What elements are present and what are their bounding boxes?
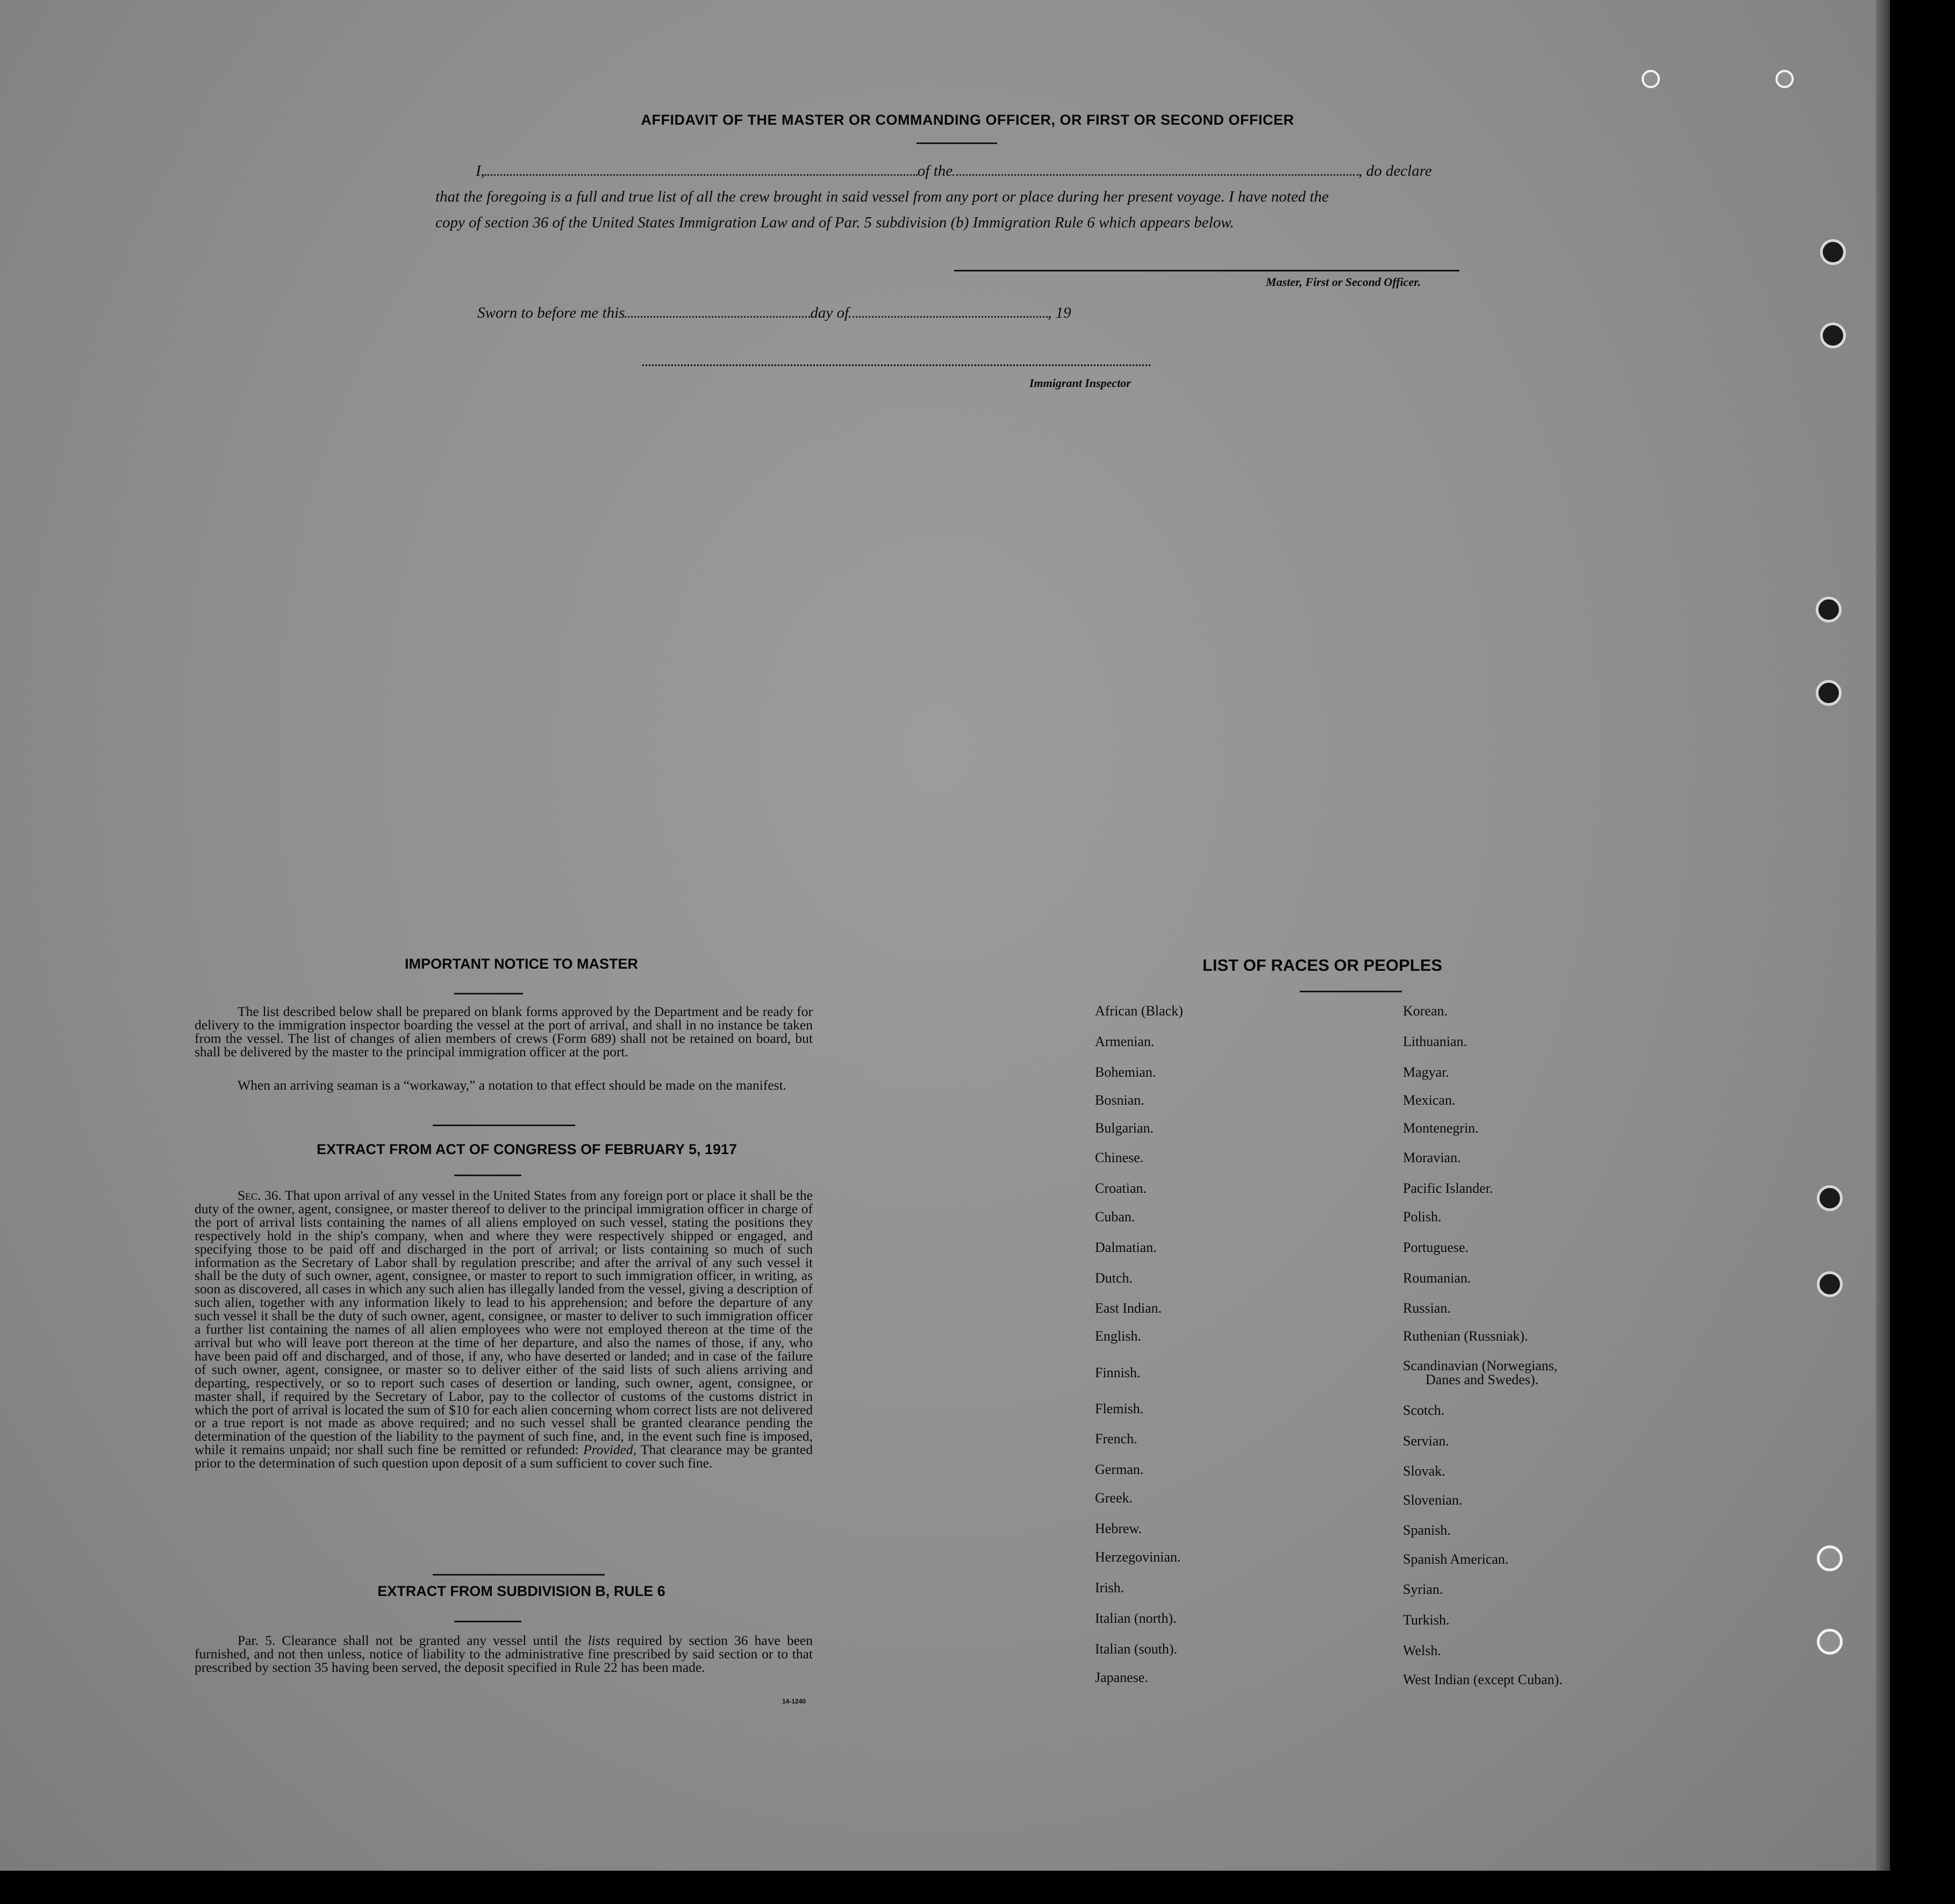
race-item: Chinese. — [1095, 1150, 1144, 1165]
i-label: I, — [476, 162, 485, 180]
race-item: Pacific Islander. — [1403, 1180, 1493, 1196]
divider — [454, 1621, 521, 1622]
race-item: Roumanian. — [1403, 1270, 1471, 1286]
officer-signature-field[interactable] — [954, 270, 1459, 271]
rule-paragraph — [195, 1634, 813, 1674]
race-item: Polish. — [1403, 1209, 1442, 1225]
race-item: Montenegrin. — [1403, 1120, 1479, 1136]
race-item: German. — [1095, 1462, 1144, 1477]
race-item: Cuban. — [1095, 1209, 1135, 1225]
rule-title: EXTRACT FROM SUBDIVISION B, RULE 6 — [377, 1583, 665, 1599]
divider — [433, 1125, 575, 1126]
race-item: English. — [1095, 1328, 1141, 1344]
race-item: Scotch. — [1403, 1402, 1445, 1418]
race-item: Italian (north). — [1095, 1610, 1177, 1626]
binder-hole-icon — [1820, 239, 1846, 265]
race-item: Slovenian. — [1403, 1492, 1463, 1508]
race-item: Dutch. — [1095, 1270, 1133, 1286]
notice-title: IMPORTANT NOTICE TO MASTER — [405, 956, 638, 972]
lists-word: lists — [588, 1633, 610, 1648]
race-item: Finnish. — [1095, 1365, 1141, 1380]
race-item: West Indian (except Cuban). — [1403, 1672, 1563, 1687]
race-item: Bosnian. — [1095, 1092, 1144, 1108]
race-item: Hebrew. — [1095, 1521, 1142, 1536]
race-item: Italian (south). — [1095, 1641, 1178, 1657]
divider — [454, 1175, 521, 1176]
officer-caption: Master, First or Second Officer. — [1266, 275, 1421, 289]
binder-hole-icon — [1816, 597, 1842, 622]
race-item: Welsh. — [1403, 1643, 1441, 1658]
race-item: Irish. — [1095, 1580, 1125, 1595]
race-item: Slovak. — [1403, 1463, 1445, 1479]
race-item: Syrian. — [1403, 1581, 1443, 1597]
race-item: Japanese. — [1095, 1670, 1148, 1685]
race-item: Bulgarian. — [1095, 1120, 1154, 1136]
declaration-text-3: copy of section 36 of the United States Immigration Law and of Par. 5 subdivision (b) Immigration Rule 6 which appears below. — [435, 214, 1234, 231]
sworn-month-field[interactable] — [849, 315, 1048, 318]
binder-hole-icon — [1817, 1271, 1843, 1297]
race-item: Croatian. — [1095, 1180, 1147, 1196]
race-item: Russian. — [1403, 1300, 1451, 1316]
act-text-end: That clearance may be granted prior to the determination of such question upon deposit of a sum sufficient to cover such fine. — [195, 1442, 813, 1471]
divider — [433, 1574, 605, 1576]
binder-hole-icon — [1816, 680, 1842, 706]
race-item: Spanish American. — [1403, 1551, 1509, 1567]
race-item: Turkish. — [1403, 1612, 1450, 1628]
race-item: Bohemian. — [1095, 1064, 1156, 1080]
declarant-name-field[interactable] — [485, 173, 918, 176]
race-item: Moravian. — [1403, 1150, 1461, 1165]
of-the-label: of the — [917, 162, 953, 180]
notice-paragraph-1: The list described below shall be prepared on blank forms approved by the Department and be ready for delivery to the immigration inspector boarding the vessel at the port of arrival, and shall in no instance be taken from the vessel. The list of changes of alien members of crews (Form 689) shall not be retained on board, but shall be delivered by the master to the principal immigration officer at the port. — [195, 1004, 813, 1060]
declarant-line — [476, 158, 1432, 184]
notice-paragraph-2: When an arriving seaman is a “workaway,” a notation to that effect should be made on the manifest. — [238, 1077, 787, 1093]
vessel-name-field[interactable] — [953, 173, 1358, 176]
race-item: Magyar. — [1403, 1064, 1449, 1080]
race-item: French. — [1095, 1431, 1137, 1447]
races-title: LIST OF RACES OR PEOPLES — [1202, 956, 1443, 975]
race-item: Herzegovinian. — [1095, 1549, 1181, 1565]
page-edge — [1876, 0, 1890, 1871]
race-item: Dalmatian. — [1095, 1240, 1157, 1255]
race-item: Greek. — [1095, 1490, 1133, 1506]
race-item: East Indian. — [1095, 1300, 1162, 1316]
race-item: African (Black) — [1095, 1003, 1183, 1019]
race-item: Mexican. — [1403, 1092, 1456, 1108]
provided-word: Provided, — [583, 1442, 636, 1458]
race-item: Korean. — [1403, 1003, 1448, 1019]
binder-hole-icon — [1817, 1545, 1843, 1571]
binder-hole-icon — [1642, 70, 1660, 88]
rule-text: Par. 5. Clearance shall not be granted any vessel until the — [238, 1633, 582, 1648]
binder-hole-icon — [1817, 1629, 1843, 1655]
binder-hole-icon — [1820, 323, 1846, 348]
inspector-signature-field[interactable] — [642, 364, 1150, 366]
act-title: EXTRACT FROM ACT OF CONGRESS OF FEBRUARY 5, 1917 — [316, 1141, 737, 1157]
do-declare-label: , do declare — [1358, 162, 1432, 180]
sworn-day-field[interactable] — [625, 315, 810, 318]
year-label: , 19 — [1048, 304, 1071, 321]
race-item: Flemish. — [1095, 1401, 1144, 1416]
divider — [1300, 991, 1402, 992]
divider — [454, 993, 523, 994]
sworn-line — [477, 300, 1071, 326]
affidavit-title: AFFIDAVIT OF THE MASTER OR COMMANDING OFFICER, OR FIRST OR SECOND OFFICER — [641, 112, 1294, 128]
act-text: That upon arrival of any vessel in the United States from any foreign port or place it shall be the duty of the owner, agent, consignee, or master thereof to deliver to the principal immigration officer in charge of the port of arrival lists containing the names of all aliens employed on such vessel, stating the positions they respectively hold in the ship's company, when and where they were respectively shipped or engaged, and specifying those to be paid off and discharged in the port of arrival; or lists containing so much of such information as the Secretary of Labor shall by regulation prescribe; and after the arrival of any such vessel it shall be the duty of such owner, agent, consignee, or master to report to such immigration officer, in writing, as soon as discovered, all cases in which any such alien has illegally landed from the vessel, giving a description of such alien, together with any information likely to lead to his apprehension; and before the departure of any such vessel it shall be the duty of such owner, agent, consignee, or master to deliver to such immigration officer a further list containing the names of all alien employees who were not employed thereon at the time of the arrival but who will leave port thereon at the time of her departure, and also the names of those, if any, who have been paid off and discharged, and of those, if any, who have deserted or landed; and in case of the failure of such owner, agent, consignee, or master so to deliver either of the said lists of such aliens arriving and departing, respectively, or so to report such cases of desertion or landing, such owner, agent, consignee, or master shall, if required by the Secretary of Labor, pay to the collector of customs of the customs district in which the port of arrival is located the sum of $10 for each alien concerning whom correct lists are not delivered or a true report is not made as above required; and no such vessel shall be granted clearance pending the determination of the question of the liability to the payment of such fine, and, in the event such fine is imposed, while it remains unpaid; nor shall such fine be remitted or refunded: — [195, 1187, 813, 1458]
inspector-caption: Immigrant Inspector — [1029, 376, 1131, 390]
rule-text-end: required by section 36 have been furnished, and not then unless, notice of liability to the administrative fine prescribed by said section or to that prescribed by section 35 having been served, the deposit specified in Rule 22 has been made. — [195, 1633, 813, 1675]
binder-hole-icon — [1775, 70, 1794, 88]
divider — [916, 142, 997, 144]
binder-hole-icon — [1817, 1185, 1843, 1211]
race-item: Lithuanian. — [1403, 1034, 1467, 1049]
day-of-label: day of — [810, 304, 849, 321]
race-item: Scandinavian (Norwegians, — [1403, 1358, 1558, 1373]
race-item: Ruthenian (Russniak). — [1403, 1328, 1528, 1344]
race-item: Portuguese. — [1403, 1240, 1469, 1255]
declaration-text-2: that the foregoing is a full and true list of all the crew brought in said vessel from any port or place during her present voyage. I have noted the — [435, 188, 1329, 205]
race-item: Spanish. — [1403, 1522, 1451, 1538]
act-section-36 — [195, 1189, 813, 1470]
section-label: Sec. 36. — [238, 1187, 282, 1203]
form-number: 14-1240 — [782, 1698, 806, 1705]
race-item: Armenian. — [1095, 1034, 1155, 1049]
race-item: Danes and Swedes). — [1426, 1372, 1539, 1387]
race-item: Servian. — [1403, 1433, 1449, 1449]
sworn-label: Sworn to before me this — [477, 304, 625, 321]
